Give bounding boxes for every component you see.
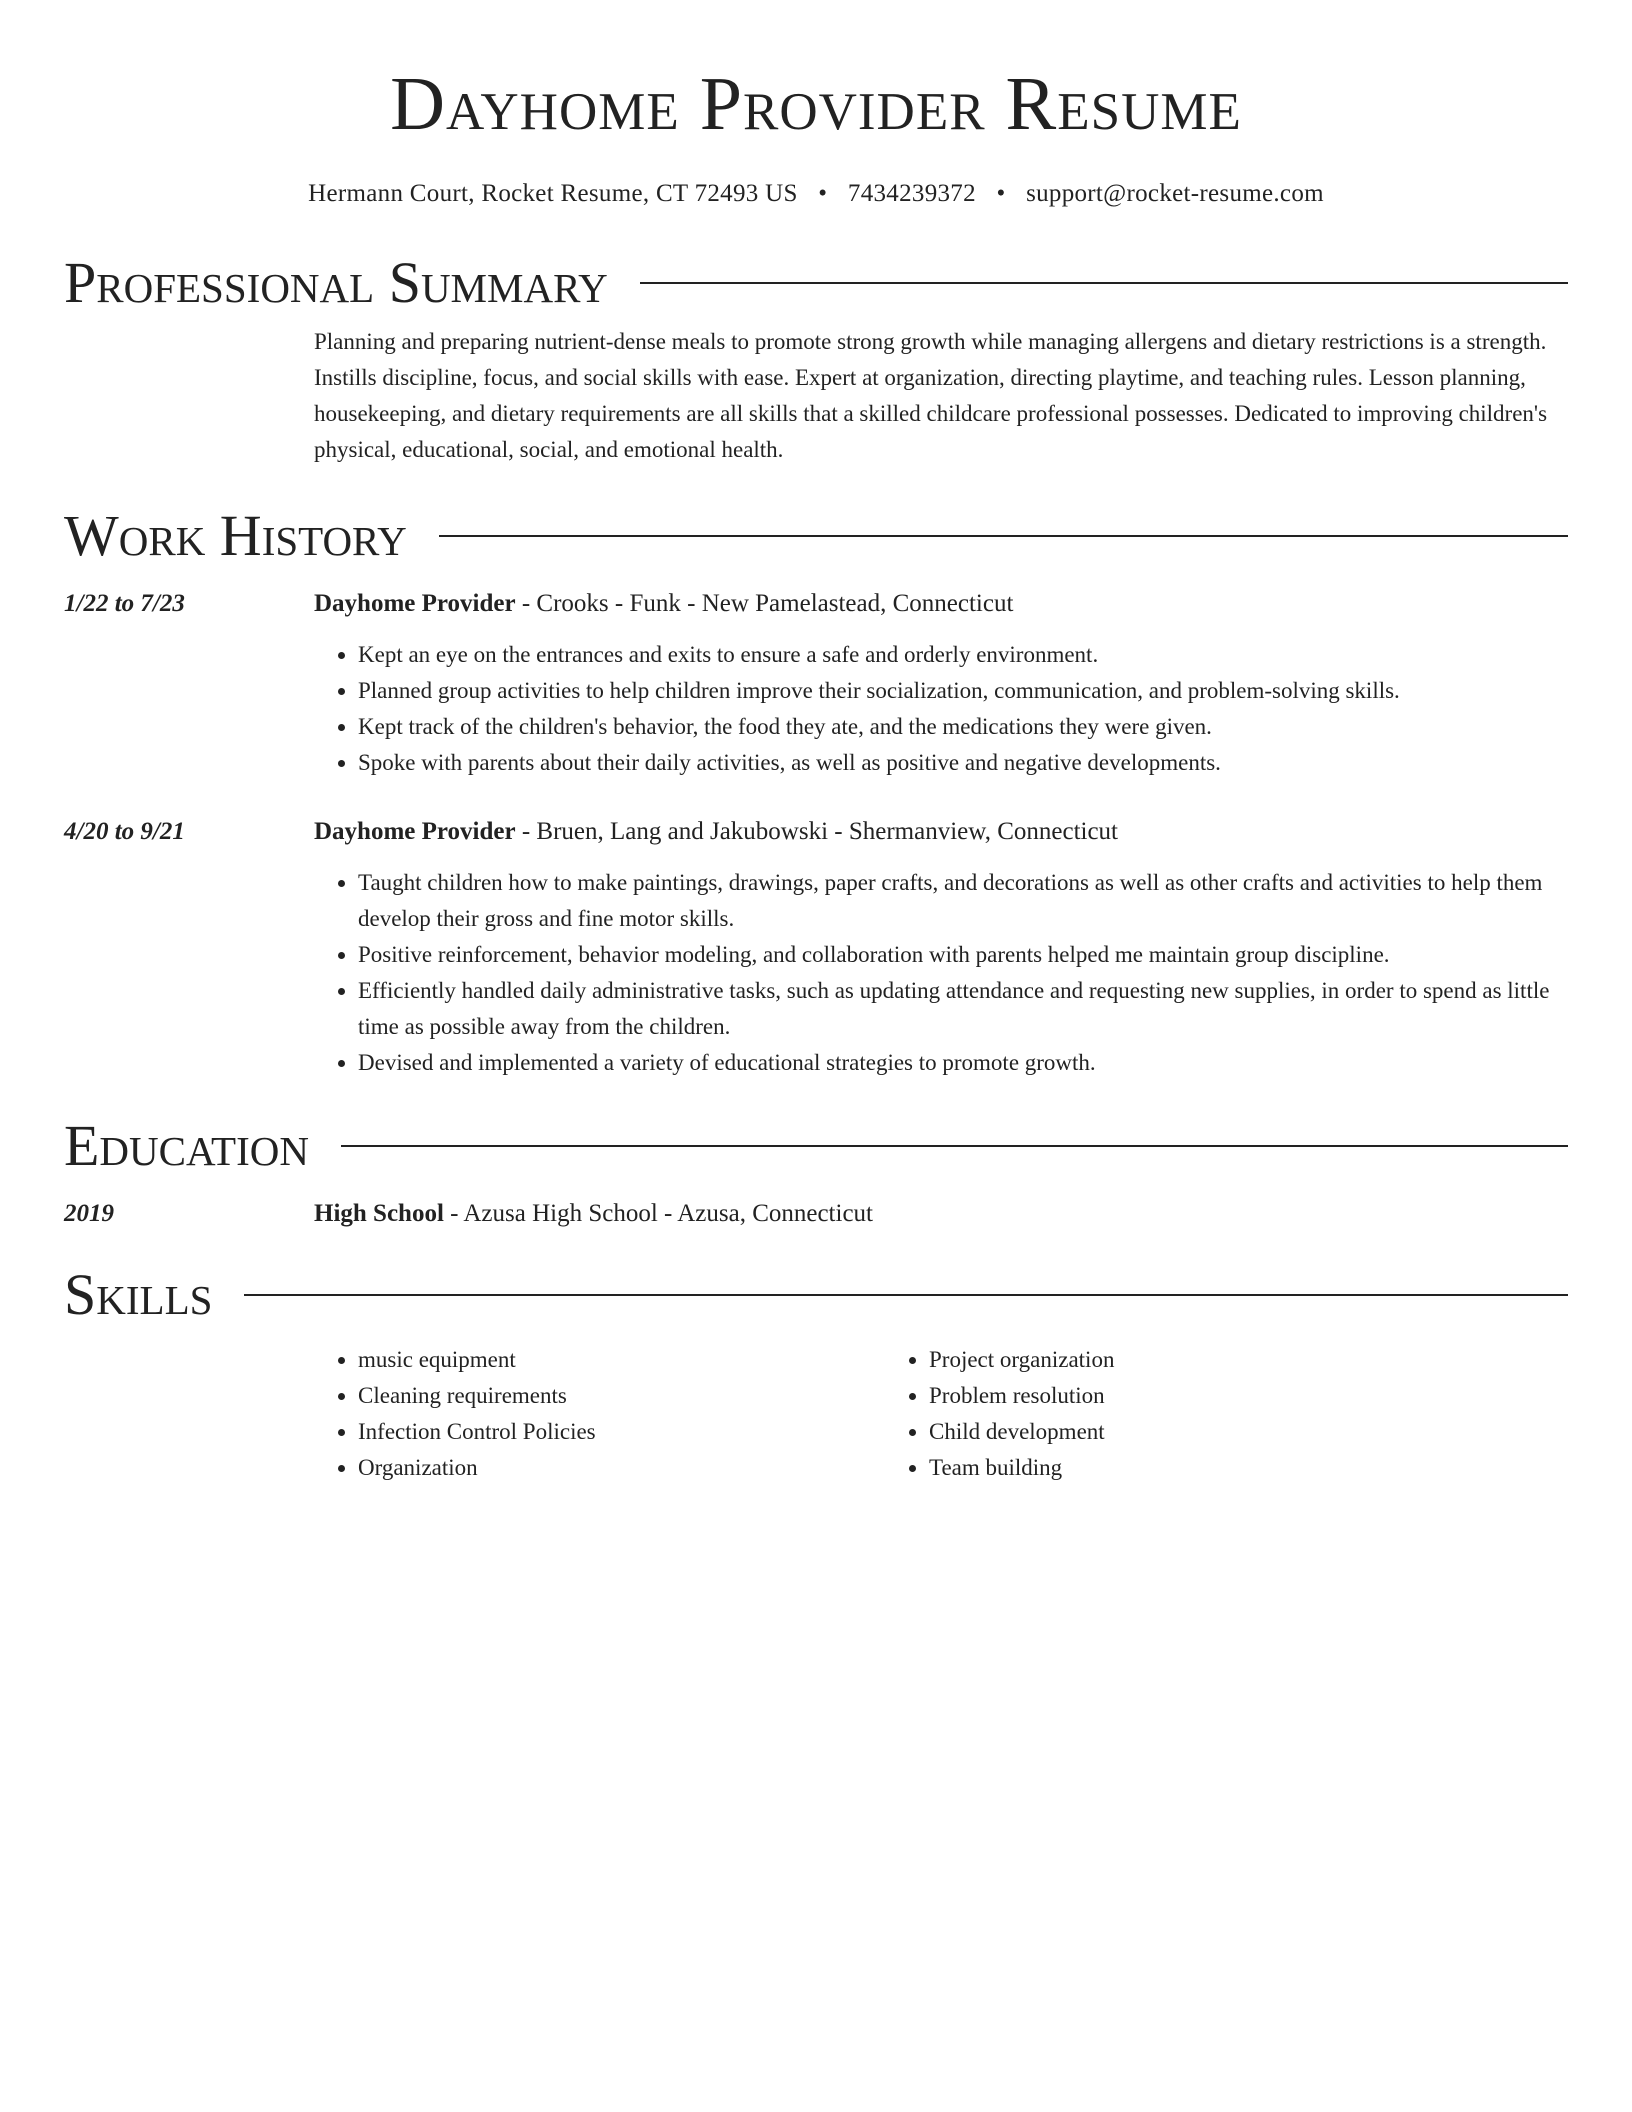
section-header bbox=[64, 250, 1568, 316]
work-history-section bbox=[64, 503, 1568, 1081]
section-header bbox=[64, 1113, 1568, 1179]
skill-item: • Project organization bbox=[929, 1342, 1456, 1378]
job-heading bbox=[314, 815, 1568, 849]
list-item: • Kept an eye on the entrances and exits to ensure a safe and orderly environment. bbox=[358, 637, 1568, 673]
list-item: • Spoke with parents about their daily activities, as well as positive and negative developments. bbox=[358, 745, 1568, 781]
list-item: • Positive reinforcement, behavior modeling, and collaboration with parents helped me maintain group discipline. bbox=[358, 937, 1568, 973]
section-divider bbox=[640, 282, 1568, 284]
skill-item: • Infection Control Policies bbox=[358, 1414, 885, 1450]
list-item: • Kept track of the children's behavior, the food they ate, and the medications they were given. bbox=[358, 709, 1568, 745]
section-title: Work History bbox=[64, 503, 407, 568]
education-heading bbox=[314, 1197, 1568, 1231]
list-item: • Taught children how to make paintings, drawings, paper crafts, and decorations as well as other crafts and activities to help them develop their gross and fine motor skills. bbox=[358, 865, 1568, 937]
job-entry bbox=[64, 815, 1568, 1081]
contact-phone: 7434239372 bbox=[847, 180, 976, 207]
skill-item: • Child development bbox=[929, 1414, 1456, 1450]
summary-text: Planning and preparing nutrient-dense meals to promote strong growth while managing allergens and dietary restrictions is a strength. Instills discipline, focus, and social skills with ease. Expert at organization, directing playtime, and teaching rules. Lesson planning, housekeeping, and dietary requirements are all skills that a skilled childcare professional possesses. Dedicated to improving children's physical, educational, social, and emotional health. bbox=[314, 329, 1548, 462]
skill-item: • Problem resolution bbox=[929, 1378, 1456, 1414]
section-title: Professional Summary bbox=[64, 250, 608, 315]
list-item: • Devised and implemented a variety of educational strategies to promote growth. bbox=[358, 1045, 1568, 1081]
education-details: - Azusa High School - Azusa, Connecticut bbox=[443, 1200, 873, 1227]
job-title: Dayhome Provider bbox=[314, 590, 516, 617]
education-section bbox=[64, 1113, 1568, 1231]
contact-line bbox=[0, 178, 1632, 210]
skills-section bbox=[64, 1262, 1568, 1486]
skill-item: • Organization bbox=[358, 1450, 885, 1486]
contact-separator: • bbox=[996, 180, 1006, 207]
job-bullets bbox=[314, 865, 1568, 1081]
skill-item: • Cleaning requirements bbox=[358, 1378, 885, 1414]
section-divider bbox=[244, 1294, 1568, 1296]
section-divider bbox=[341, 1145, 1568, 1147]
job-heading bbox=[314, 587, 1568, 621]
job-entry bbox=[64, 587, 1568, 781]
job-details: - Crooks - Funk - New Pamelastead, Connecticut bbox=[515, 590, 1014, 617]
section-divider bbox=[439, 535, 1568, 537]
skill-item: • music equipment bbox=[358, 1342, 885, 1378]
education-degree: High School bbox=[314, 1200, 444, 1227]
list-item: • Efficiently handled daily administrative tasks, such as updating attendance and requesting new supplies, in order to spend as little time as possible away from the children. bbox=[358, 973, 1568, 1045]
contact-separator: • bbox=[818, 180, 828, 207]
skill-item: • Team building bbox=[929, 1450, 1456, 1486]
job-dates: 1/22 to 7/23 bbox=[64, 590, 185, 617]
education-entry bbox=[64, 1197, 1568, 1231]
job-bullets bbox=[314, 637, 1568, 781]
skills-list bbox=[64, 1342, 1568, 1486]
job-title: Dayhome Provider bbox=[314, 818, 516, 845]
job-dates: 4/20 to 9/21 bbox=[64, 818, 185, 845]
section-header bbox=[64, 1262, 1568, 1328]
section-title: Skills bbox=[64, 1262, 213, 1327]
summary-section bbox=[64, 250, 1568, 468]
skills-column-right bbox=[885, 1342, 1456, 1486]
education-year: 2019 bbox=[64, 1200, 114, 1227]
skills-column-left bbox=[314, 1342, 885, 1486]
contact-email: support@rocket-resume.com bbox=[1026, 180, 1324, 207]
resume-title: Dayhome Provider Resume bbox=[390, 62, 1242, 146]
contact-address: Hermann Court, Rocket Resume, CT 72493 US bbox=[308, 180, 798, 207]
resume-header bbox=[0, 0, 1632, 210]
section-title: Education bbox=[64, 1113, 309, 1178]
list-item: • Planned group activities to help children improve their socialization, communication, and problem-solving skills. bbox=[358, 673, 1568, 709]
section-header bbox=[64, 503, 1568, 569]
job-details: - Bruen, Lang and Jakubowski - Shermanview, Connecticut bbox=[515, 818, 1118, 845]
